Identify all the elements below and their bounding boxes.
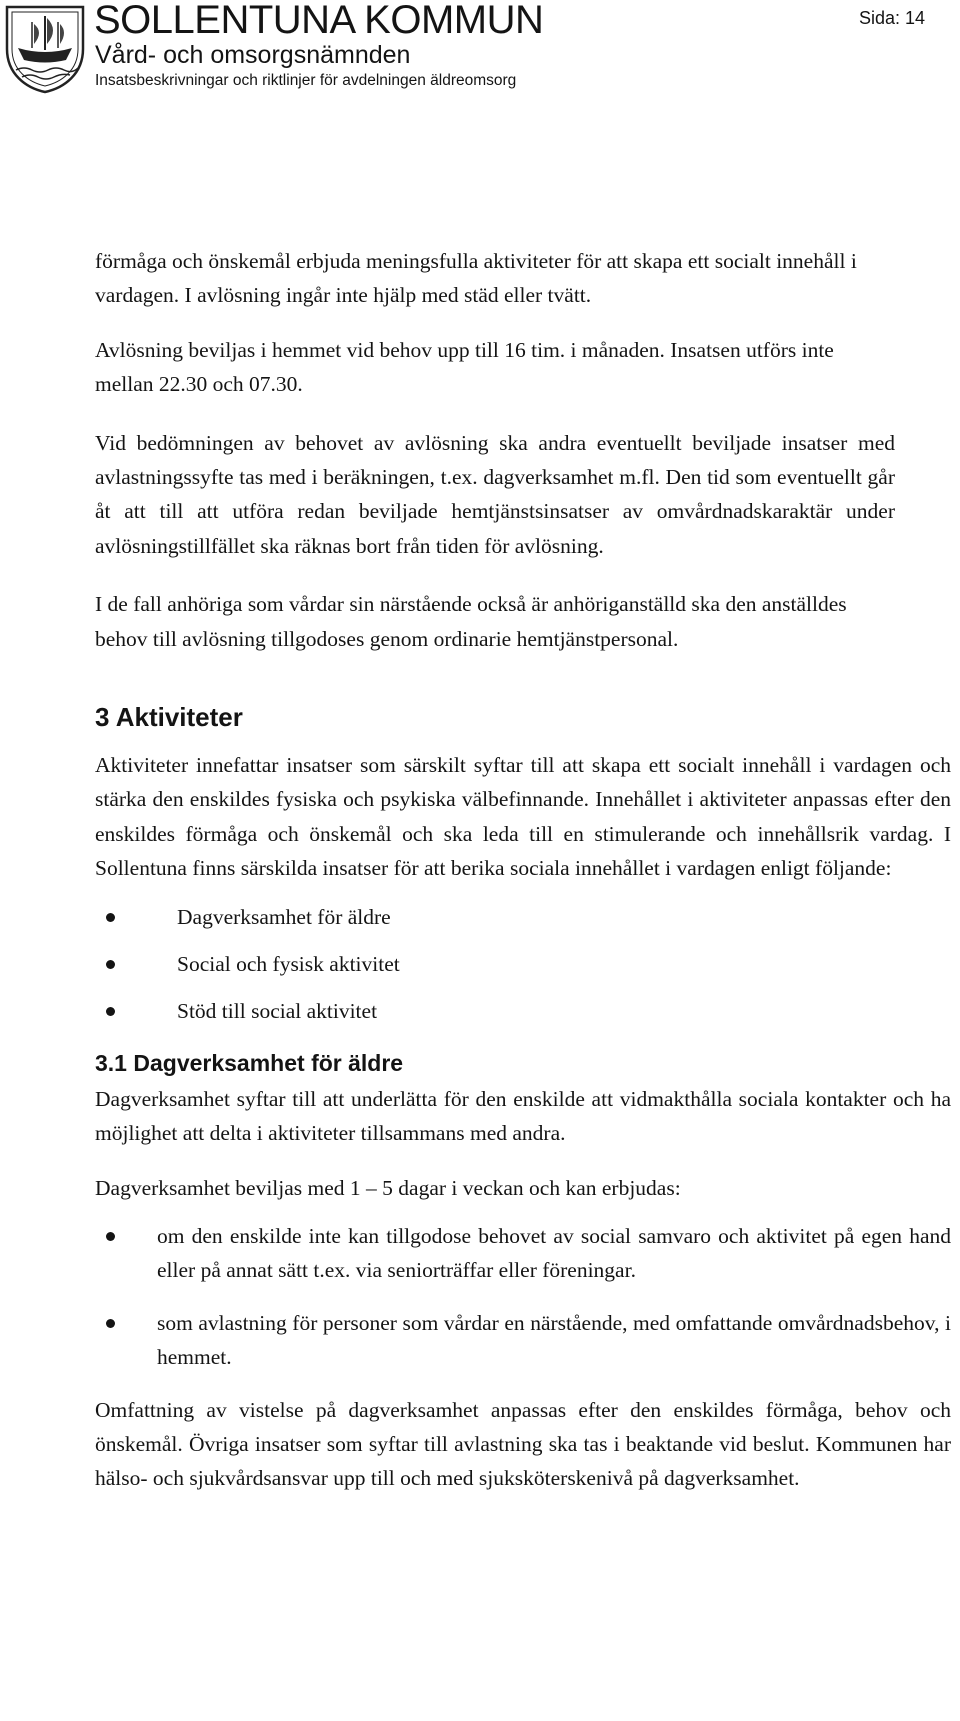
list-item: Dagverksamhet för äldre: [95, 900, 951, 934]
organization-subtitle: Vård- och omsorgsnämnden: [95, 41, 411, 69]
section-heading-aktiviteter: 3 Aktiviteter: [95, 702, 243, 733]
paragraph-avlosning-activities: förmåga och önskemål erbjuda meningsfulla aktiviteter för att skapa ett socialt innehåll i vardagen. I avlösning ingår inte hjälp med städ eller tvätt.: [95, 249, 857, 308]
document-body: [95, 244, 951, 1496]
bullet-icon: [106, 1319, 115, 1328]
paragraph-avlosning-assessment: Vid bedömningen av behovet av avlösning ska andra eventuellt beviljade insatser med avlastningssyfte tas med i beräkningen, t.ex. dagverksamhet m.fl. Den tid som eventuellt går åt att till att utföra redan beviljade hemtjänstsinsatser av omvårdnadskaraktär under avlösningstillfället ska räknas bort från tiden för avlösning.: [95, 430, 895, 558]
page-number: Sida: 14: [858, 8, 925, 28]
paragraph-avlosning-hours: Avlösning beviljas i hemmet vid behov upp till 16 tim. i månaden. Insatsen utförs inte mellan 22.30 och 07.30.: [95, 337, 834, 397]
paragraph-dagverksamhet-purpose: Dagverksamhet syftar till att underlätta för den enskilde att vidmakthålla sociala kontakter och ha möjlighet att delta i aktiviteter tillsammans med andra.: [95, 1086, 951, 1146]
organization-title: SOLLENTUNA KOMMUN: [94, 0, 544, 42]
subsection-heading-dagverksamhet: 3.1 Dagverksamhet för äldre: [95, 1049, 404, 1076]
bullet-icon: [106, 960, 115, 969]
bullet-icon: [106, 1007, 115, 1016]
list-item: om den enskilde inte kan tillgodose behovet av social samvaro och aktivitet på egen hand eller på annat sätt t.ex. via seniorträffar eller föreningar.: [95, 1219, 951, 1288]
document-description: Insatsbeskrivningar och riktlinjer för avdelningen äldreomsorg: [95, 72, 517, 89]
list-item: Social och fysisk aktivitet: [95, 947, 951, 981]
list-item: som avlastning för personer som vårdar en närstående, med omfattande omvårdnadsbehov, i hemmet.: [95, 1306, 951, 1375]
municipal-coat-of-arms-icon: [4, 4, 86, 94]
list-item: Stöd till social aktivitet: [95, 994, 951, 1028]
paragraph-aktiviteter-intro: Aktiviteter innefattar insatser som särskilt syftar till att skapa ett socialt innehåll i vardagen och stärka den enskildes fysiska och psykiska välbefinnande. Innehållet i aktiviteter anpassas efter den enskildes förmåga och önskemål och ska leda till en stimulerande och innehållsrik vardag. I Sollentuna finns särskilda insatser för att berika sociala innehållet i vardagen enligt följande:: [95, 753, 951, 881]
paragraph-dagverksamhet-days: Dagverksamhet beviljas med 1 – 5 dagar i veckan och kan erbjudas:: [95, 1175, 681, 1200]
bullet-icon: [106, 913, 115, 922]
activity-list: [95, 900, 951, 1028]
paragraph-dagverksamhet-scope: Omfattning av vistelse på dagverksamhet anpassas efter den enskildes förmåga, behov och önskemål. Övriga insatser som syftar till avlastning ska tas i beaktande vid beslut. Kommunen har hälso- och sjukvårdsansvar upp till och med sjuksköterskenivå på dagverksamhet.: [95, 1397, 951, 1491]
dagverksamhet-criteria-list: [95, 1219, 951, 1375]
bullet-icon: [106, 1232, 115, 1241]
paragraph-relative-caregiver: I de fall anhöriga som vårdar sin närstående också är anhöriganställd ska den anställdes behov till avlösning tillgodoses genom ordinarie hemtjänstpersonal.: [95, 592, 847, 651]
